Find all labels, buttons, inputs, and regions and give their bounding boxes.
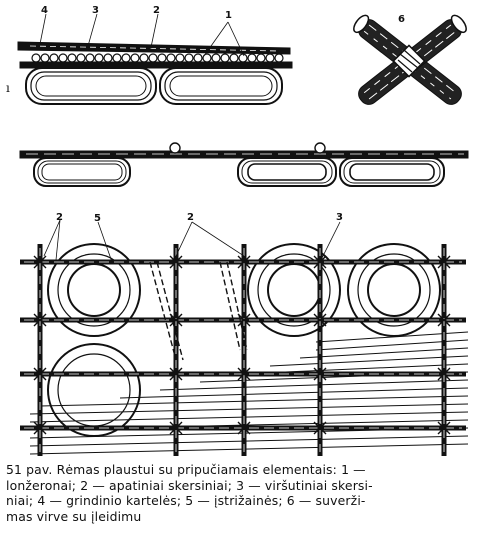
lashed-joint-detail [351,13,469,108]
callout-4: 4 [41,5,48,16]
caption-line: 51 pav. Rėmas plaustui su pripučiamais elementais: 1 — [6,462,366,477]
plan-view [20,220,468,456]
slat-row [32,54,283,62]
callout-plan-3: 3 [336,212,343,223]
callout-1: 1 [225,10,232,21]
callout-2: 2 [153,5,160,16]
cross-members [40,244,444,456]
diagonals [150,262,247,360]
callouts-top [41,5,232,21]
caption-line: lonžeronai; 2 — apatiniai skersiniai; 3 — viršutiniai skersi- [6,477,373,493]
callout-3: 3 [92,5,99,16]
callout-plan-2b: 2 [187,212,194,223]
side-elevation-middle [20,143,468,186]
figure-caption [6,462,478,524]
callout-plan-2a: 2 [56,212,63,223]
callouts-plan [56,212,343,224]
caption-line: mas virve su įleidimu [6,508,142,524]
side-elevation-top [6,14,292,104]
callout-6: 6 [398,14,405,25]
svg-text:ı: ı [6,81,10,95]
callout-plan-5: 5 [94,213,101,224]
caption-line: niai; 4 — grindinio kartelės; 5 — įstrižainės; 6 — suverži- [6,493,366,509]
